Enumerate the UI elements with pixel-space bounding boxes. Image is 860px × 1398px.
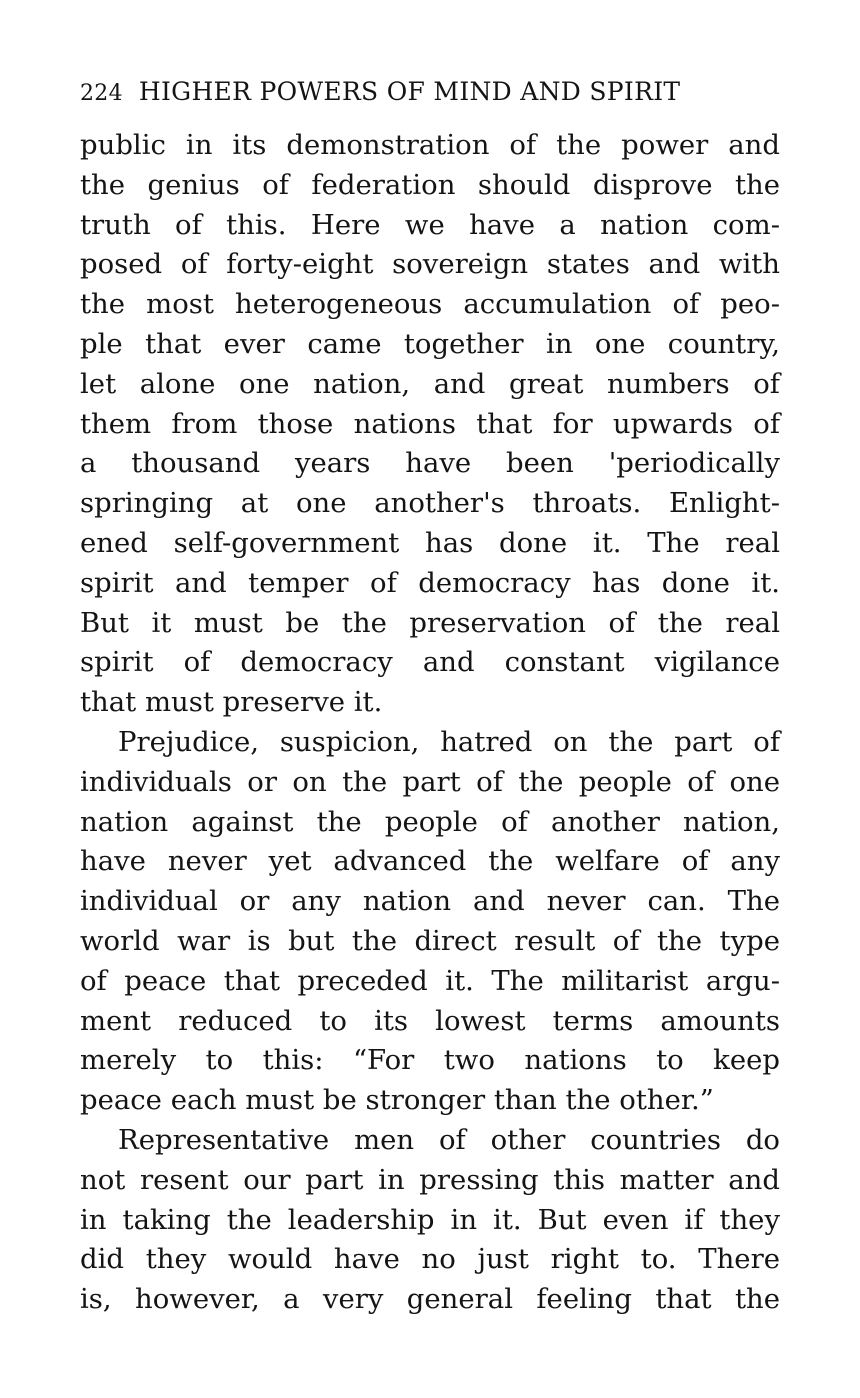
text-line: Representative men of other countries do [118,1123,780,1156]
text-line: ment reduced to its lowest terms amounts [80,1004,780,1037]
text-line: truth of this. Here we have a nation com- [80,208,780,241]
text-line: posed of forty-eight sovereign states and with [80,248,780,281]
text-line: is, however, a very general feeling that the [80,1283,780,1316]
text-line: of peace that preceded it. The militarist argu- [80,964,780,997]
text-line: not resent our part in pressing this matter and [80,1163,780,1196]
text-line: nation against the people of another nation, [80,805,780,838]
running-header [80,70,780,114]
text-line: did they would have no just right to. There [80,1243,780,1276]
text-line: spirit of democracy and constant vigilance [80,646,780,679]
text-line: But it must be the preservation of the real [80,606,780,639]
body-text [80,126,780,1320]
text-line: spirit and temper of democracy has done it. [80,566,780,599]
text-line: merely to this: “For two nations to keep [80,1044,780,1077]
text-line: ened self-government has done it. The real [80,526,780,559]
text-line: that must preserve it. [80,686,383,719]
text-line: a thousand years have been 'periodically [80,447,780,480]
text-line: individual or any nation and never can. The [80,885,780,918]
text-line: world war is but the direct result of the type [80,924,780,957]
text-line: have never yet advanced the welfare of any [80,845,780,878]
text-line: springing at one another's throats. Enlight- [80,487,780,520]
running-title: HIGHER POWERS OF MIND AND SPIRIT [138,77,681,106]
text-line: Prejudice, suspicion, hatred on the part of [118,725,780,758]
text-line: them from those nations that for upwards of [80,407,780,440]
paragraph [80,723,780,1121]
text-line: peace each must be stronger than the other.” [80,1084,714,1117]
text-line: the most heterogeneous accumulation of peo- [80,288,780,321]
text-line: let alone one nation, and great numbers of [80,367,780,400]
paragraph [80,1121,780,1320]
text-line: in taking the leadership in it. But even if they [80,1203,780,1236]
page-number: 224 [80,81,123,106]
book-page [80,70,780,1320]
paragraph [80,126,780,723]
text-line: ple that ever came together in one country, [80,327,780,360]
text-line: individuals or on the part of the people of one [80,765,780,798]
text-line: the genius of federation should disprove the [80,168,780,201]
text-line: public in its demonstration of the power and [80,129,780,161]
